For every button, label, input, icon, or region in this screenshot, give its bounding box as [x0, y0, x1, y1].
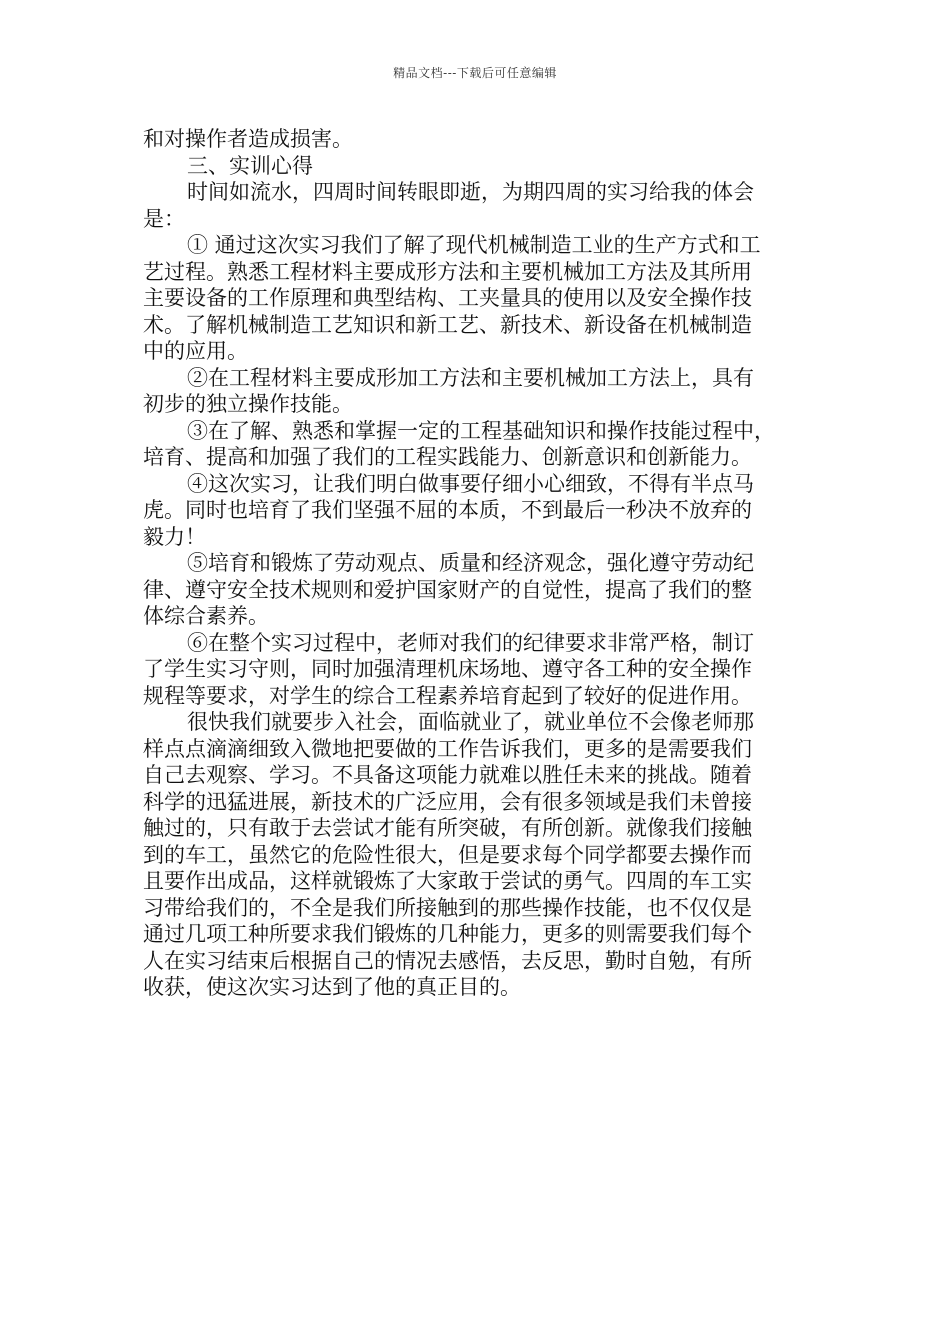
text-line: 触过的，只有敢于去尝试才能有所突破，有所创新。就像我们接触 [143, 816, 752, 840]
text-line: 很快我们就要步入社会，面临就业了，就业单位不会像老师那 [187, 710, 754, 734]
text-line: ②在工程材料主要成形加工方法和主要机械加工方法上，具有 [187, 365, 754, 390]
text-line: 是： [143, 206, 185, 231]
text-line: 到的车工，虽然它的危险性很大，但是要求每个同学都要去操作而 [143, 842, 752, 867]
text-line: 时间如流水，四周时间转眼即逝，为期四周的实习给我的体会 [187, 180, 754, 204]
text-line: 艺过程。熟悉工程材料主要成形方法和主要机械加工方法及其所用 [143, 259, 752, 284]
text-line: 科学的迅猛进展，新技术的广泛应用，会有很多领域是我们未曾接 [143, 789, 752, 814]
text-line: 主要设备的工作原理和典型结构、工夹量具的使用以及安全操作技 [143, 286, 752, 310]
text-line: 规程等要求，对学生的综合工程素养培育起到了较好的促进作用。 [143, 683, 752, 708]
text-line: 和对操作者造成损害。 [143, 127, 353, 151]
text-line: 自己去观察、学习。不具备这项能力就难以胜任未来的挑战。随着 [143, 763, 752, 787]
text-line: ① 通过这次实习我们了解了现代机械制造工业的生产方式和工 [187, 233, 761, 257]
text-line: 培育、提高和加强了我们的工程实践能力、创新意识和创新能力。 [143, 445, 752, 469]
text-line: 术。了解机械制造工艺知识和新工艺、新技术、新设备在机械制造 [143, 312, 752, 337]
text-line: 通过几项工种所要求我们锻炼的几种能力，更多的则需要我们每个 [143, 922, 752, 946]
text-line: 初步的独立操作技能。 [143, 392, 353, 416]
page-header: 精品文档---下载后可任意编辑 [393, 66, 557, 80]
document-body [143, 126, 815, 1001]
text-line: 样点点滴滴细致入微地把要做的工作告诉我们，更多的是需要我们 [143, 736, 752, 761]
text-line: ⑥在整个实习过程中，老师对我们的纪律要求非常严格，制订 [187, 630, 754, 655]
text-line: 收获，使这次实习达到了他的真正目的。 [143, 975, 521, 999]
text-line: 了学生实习守则，同时加强清理机床场地、遵守各工种的安全操作 [143, 657, 752, 681]
text-line: 中的应用。 [143, 339, 248, 363]
text-line: ⑤培育和锻炼了劳动观点、质量和经济观念，强化遵守劳动纪 [187, 551, 754, 575]
text-line: 且要作出成品，这样就锻炼了大家敢于尝试的勇气。四周的车工实 [143, 869, 752, 893]
text-line: 人在实习结束后根据自己的情况去感悟，去反思，勤时自勉，有所 [143, 948, 752, 973]
text-line: 虎。同时也培育了我们坚强不屈的本质，不到最后一秒决不放弃的 [143, 498, 752, 522]
text-line: 三、实训心得 [187, 153, 313, 178]
text-line: 习带给我们的，不全是我们所接触到的那些操作技能，也不仅仅是 [143, 895, 752, 920]
text-line: ③在了解、熟悉和掌握一定的工程基础知识和操作技能过程中， [187, 418, 775, 443]
text-line: 律、遵守安全技术规则和爱护国家财产的自觉性，提高了我们的整 [143, 577, 752, 602]
text-line: 毅力！ [143, 524, 206, 549]
text-line: 体综合素养。 [143, 604, 269, 628]
text-line: ④这次实习，让我们明白做事要仔细小心细致，不得有半点马 [187, 471, 754, 496]
